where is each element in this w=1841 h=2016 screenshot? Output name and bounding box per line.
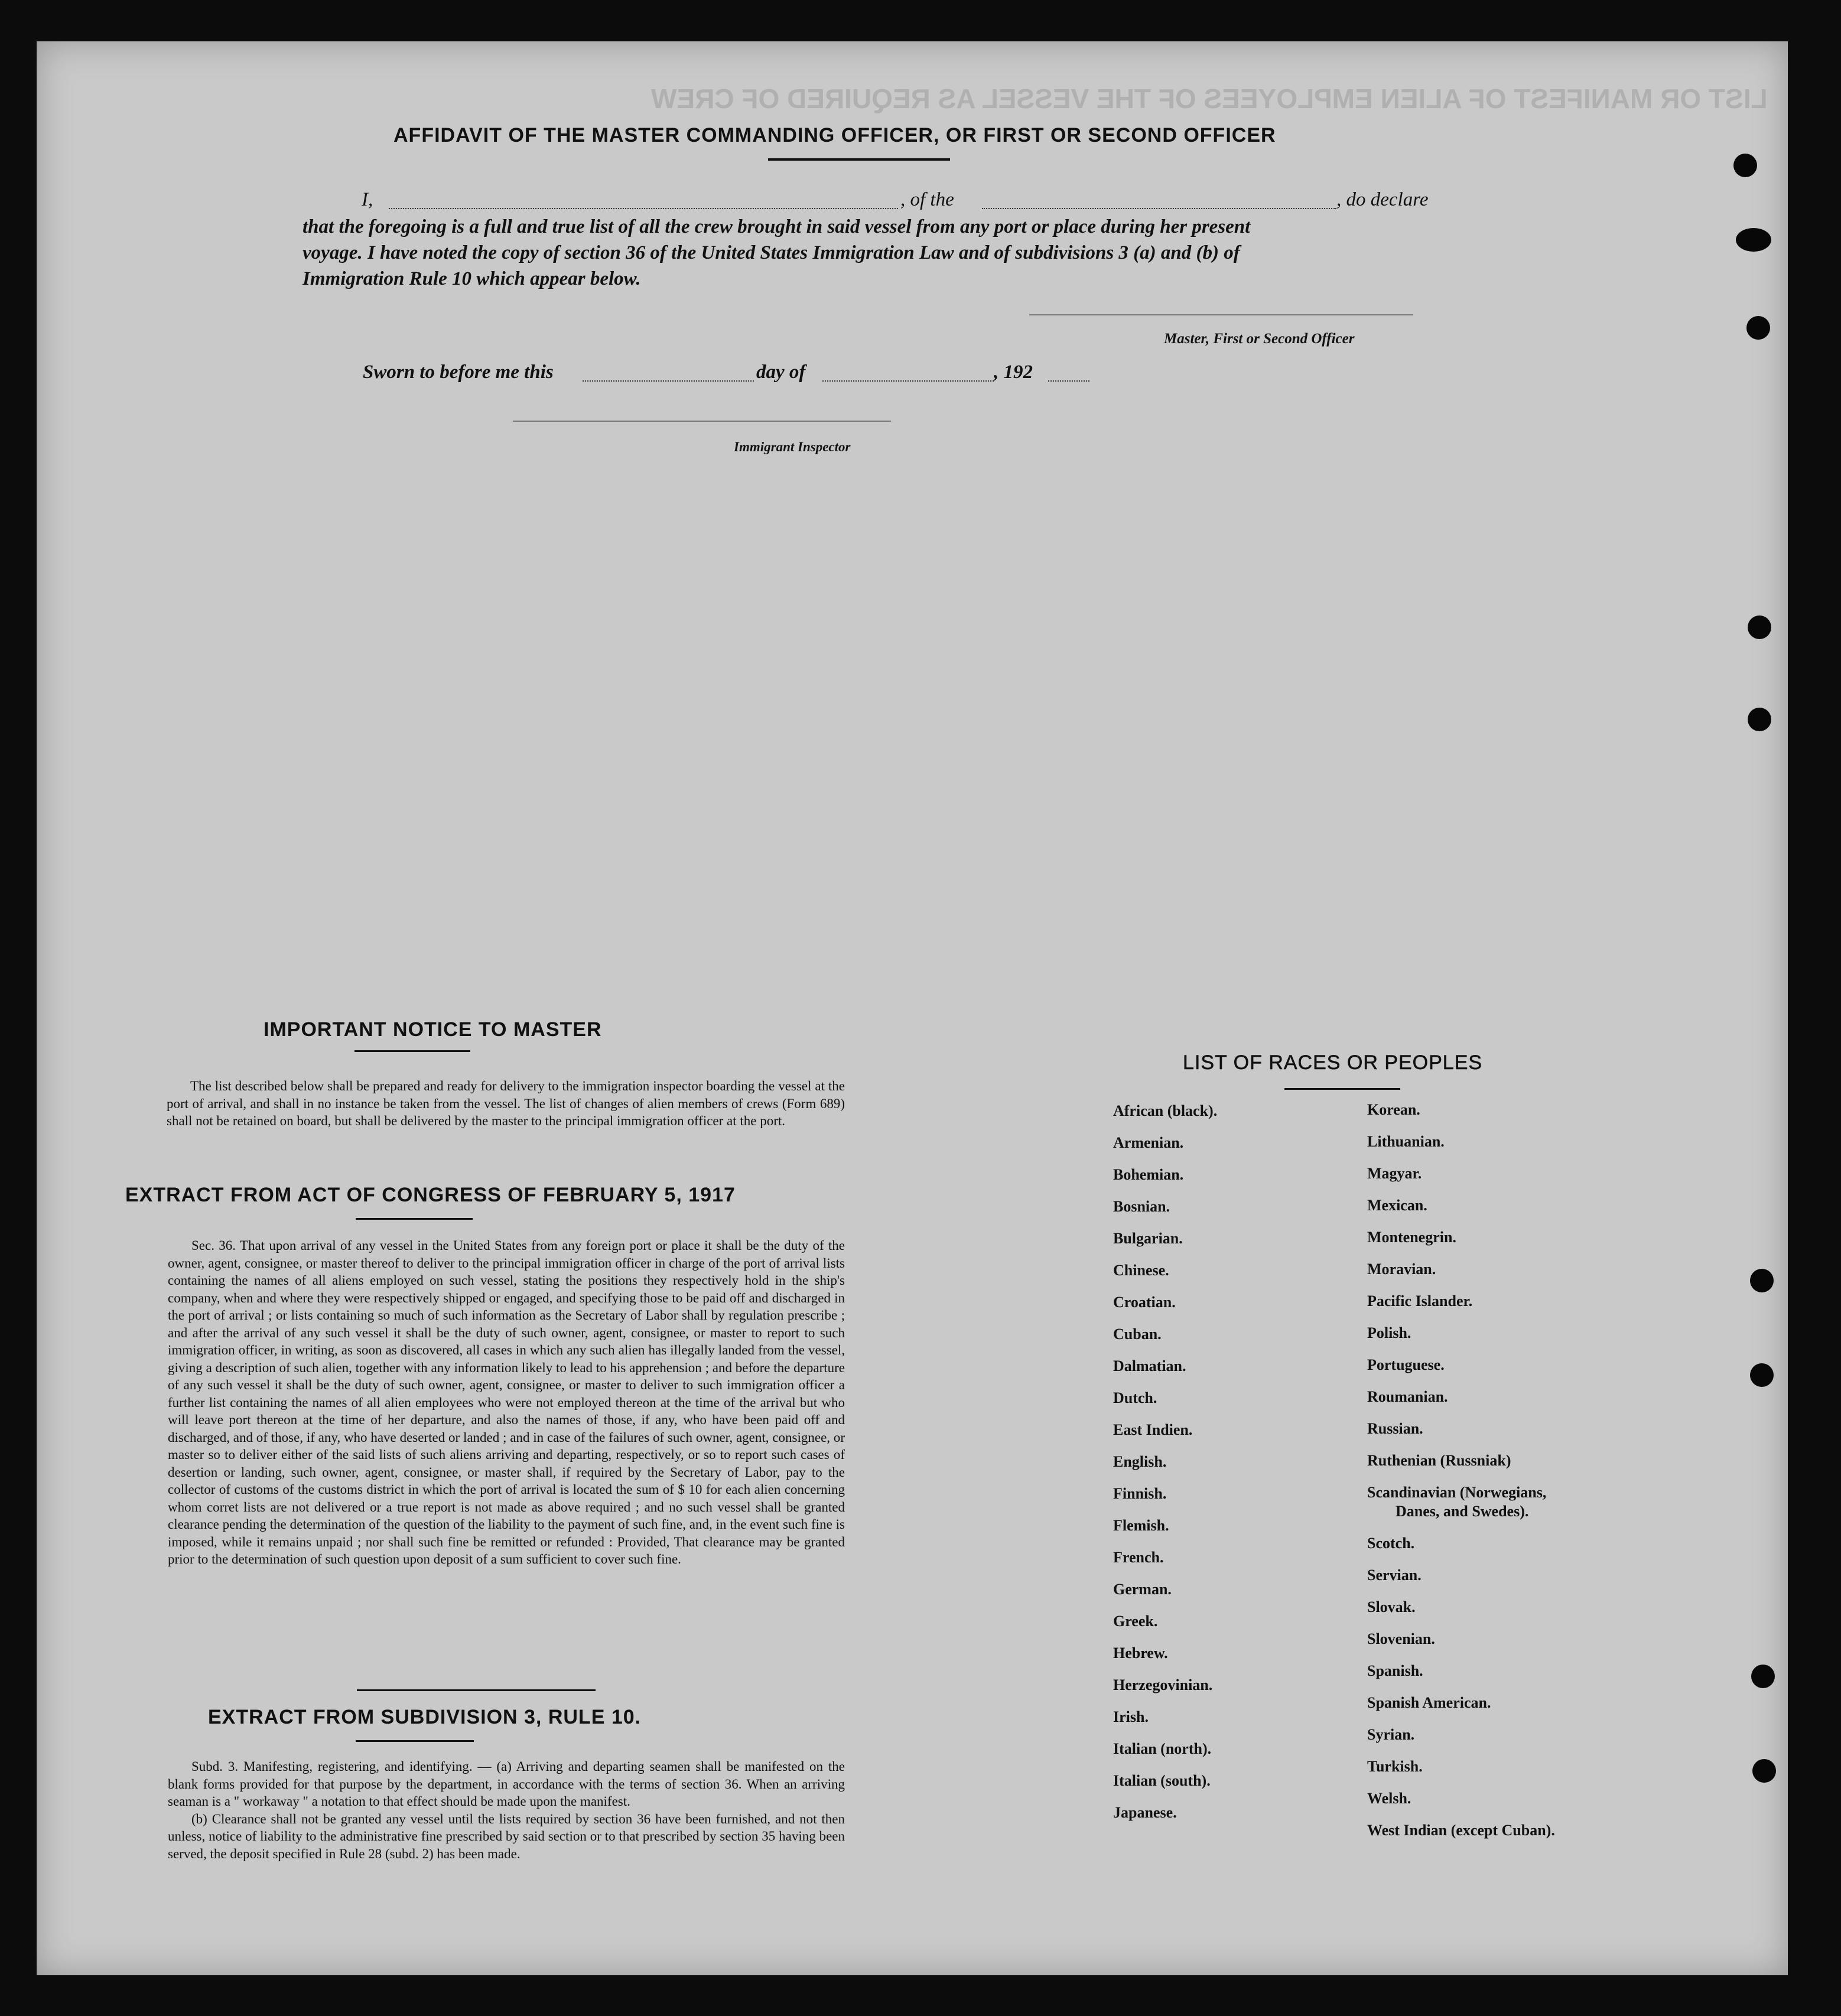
punch-hole-icon [1751, 1665, 1775, 1688]
race-item: Hebrew. [1113, 1644, 1168, 1662]
race-item: Slovak. [1367, 1598, 1416, 1616]
punch-hole-icon [1748, 708, 1771, 731]
races-title: LIST OF RACES OR PEOPLES [1183, 1051, 1483, 1074]
race-item: Cuban. [1113, 1325, 1162, 1343]
bleed-through-header: LIST OR MANIFEST OF ALIEN EMPLOYEES OF THE VESSEL AS REQUIRED OF CREW [651, 83, 1768, 114]
race-item: Flemish. [1113, 1517, 1169, 1534]
race-item: English. [1113, 1453, 1167, 1470]
race-item: Danes, and Swedes). [1396, 1503, 1529, 1520]
affidavit-title: AFFIDAVIT OF THE MASTER COMMANDING OFFICER, OR FIRST OR SECOND OFFICER [393, 124, 1276, 146]
rule-text-a: Subd. 3. Manifesting, registering, and identifying. — (a) Arriving and departing seamen shall be manifested on the blank forms provided for that purpose by the department, in accordance with the terms of section 36. When an arriving seaman is a " workaway " a notation to that effect should be made upon the manifest. [168, 1759, 845, 1809]
document-page [37, 41, 1788, 1975]
year-label: , 192 [994, 361, 1033, 383]
race-item: Finnish. [1113, 1485, 1167, 1502]
race-item: Spanish American. [1367, 1694, 1491, 1711]
race-item: Roumanian. [1367, 1388, 1448, 1405]
punch-hole-icon [1733, 154, 1757, 177]
race-item: Italian (south). [1113, 1772, 1211, 1789]
sworn-day-field[interactable] [583, 380, 754, 382]
vessel-name-field[interactable] [982, 208, 1336, 209]
sworn-label: Sworn to before me this [363, 361, 554, 383]
affidavit-declare-label: , do declare [1336, 189, 1429, 210]
notice-paragraph [167, 1077, 845, 1130]
act-underline [356, 1218, 473, 1220]
affidavit-of-the-label: , of the [900, 189, 954, 210]
act-title: EXTRACT FROM ACT OF CONGRESS OF FEBRUARY 5, 1917 [125, 1184, 736, 1206]
rule-text-b: (b) Clearance shall not be granted any vessel until the lists required by section 36 have been furnished, and not then unless, notice of liability to the administrative fine prescribed by said section or to that prescribed by section 35 having been served, the deposit specified in Rule 28 (subd. 2) has been made. [168, 1811, 845, 1861]
sworn-year-field[interactable] [1048, 380, 1089, 382]
affidavit-line-3: voyage. I have noted the copy of section 36 of the United States Immigration Law and of subdivisions 3 (a) and (b) of [303, 242, 1240, 263]
race-item: Spanish. [1367, 1662, 1423, 1679]
race-item: Armenian. [1113, 1134, 1184, 1151]
race-item: Dalmatian. [1113, 1357, 1186, 1375]
race-item: Bulgarian. [1113, 1230, 1183, 1247]
rule-underline [356, 1740, 474, 1742]
race-item: Turkish. [1367, 1758, 1423, 1775]
race-item: Pacific Islander. [1367, 1292, 1473, 1310]
race-item: Bosnian. [1113, 1198, 1170, 1215]
punch-hole-icon [1750, 1269, 1774, 1292]
bleed-through-mark [72, 189, 77, 212]
race-item: Magyar. [1367, 1165, 1422, 1182]
rule-paragraph [168, 1758, 845, 1862]
race-item: Chinese. [1113, 1262, 1169, 1279]
punch-hole-icon [1752, 1759, 1776, 1783]
race-item: Moravian. [1367, 1261, 1436, 1278]
race-item: Italian (north). [1113, 1740, 1212, 1757]
race-item: German. [1113, 1581, 1172, 1598]
race-item: Slovenian. [1367, 1630, 1435, 1647]
rule-title: EXTRACT FROM SUBDIVISION 3, RULE 10. [208, 1706, 642, 1728]
act-paragraph [168, 1237, 845, 1568]
affidavit-i-label: I, [362, 189, 373, 210]
race-item: Scandinavian (Norwegians, [1367, 1484, 1547, 1501]
race-item: Servian. [1367, 1566, 1422, 1584]
inspector-caption: Immigrant Inspector [734, 439, 851, 454]
race-item: Montenegrin. [1367, 1229, 1456, 1246]
notice-title: IMPORTANT NOTICE TO MASTER [264, 1018, 602, 1041]
master-signature-field[interactable] [1029, 314, 1413, 315]
officer-name-field[interactable] [389, 208, 898, 209]
race-item: West Indian (except Cuban). [1367, 1822, 1555, 1839]
race-item: Korean. [1367, 1101, 1420, 1118]
notice-text: The list described below shall be prepared and ready for delivery to the immigration inspector boarding the vessel at the port of arrival, and shall in no instance be taken from the vessel. The list of changes of alien members of crews (Form 689) shall not be retained on board, but shall be delivered by the master to the principal immigration officer at the port. [167, 1079, 845, 1128]
race-item: Polish. [1367, 1324, 1411, 1341]
punch-hole-icon [1736, 228, 1771, 252]
master-signature-caption: Master, First or Second Officer [1164, 331, 1355, 347]
race-item: Russian. [1367, 1420, 1423, 1437]
day-of-label: day of [756, 361, 806, 383]
punch-hole-icon [1748, 615, 1771, 639]
race-item: Mexican. [1367, 1197, 1427, 1214]
race-item: Herzegovinian. [1113, 1676, 1213, 1693]
race-item: Greek. [1113, 1613, 1158, 1630]
affidavit-line-2: that the foregoing is a full and true list of all the crew brought in said vessel from any port or place during her present [303, 216, 1251, 237]
act-text: Sec. 36. That upon arrival of any vessel in the United States from any foreign port or place it shall be the duty of the owner, agent, consignee, or master thereof to deliver to the principal immigration officer in charge of the port of arrival lists containing the names of all aliens employed on such vessel, stating the positions they respectively hold in the ship's company, when and where they were respectively shipped or engaged, and specifying those to be paid off and discharged in the port of arrival ; or lists containing so much of such information as the Secretary of Labor shall by regulation prescribe ; and after the arrival of any such vessel it shall be the duty of such owner, agent, consignee, or master to report to such immigration officer, in writing, as soon as discovered, all cases in which any such alien has illegally landed from the vessel, giving a description of such alien, together with any information likely to lead to his apprehension ; and before the departure of any such vessel it shall be the duty of such owner, agent, consignee, or master to deliver to such immigration officer a further list containing the names of all alien employees who were not employed thereon at the time of the arrival but who will leave port thereon at the time of her departure, and also the names of those, if any, who have been paid off and discharged, and of those, if any, who have deserted or landed ; and in case of the failures of such owner, agent, consignee, or master so to deliver either of the said lists of such aliens arriving and departing, respectively, or so to report such cases of desertion or landing, such owner, agent, consignee, or master shall, if required by the Secretary of Labor, pay to the collector of customs of the customs district in which the port of arrival is located the sum of $ 10 for each alien concerning whom corret lists are not delivered or a true report is not made as above required ; and no such vessel shall be granted clearance pending the determination of the question of the liability to the payment of such fine, and, in the event such fine is imposed, while it remains unpaid ; nor shall such fine be remitted or refunded : Provided, That clearance may be granted prior to the determination of such question upon deposit of a sum sufficient to cover such fine. [168, 1238, 845, 1566]
race-item: French. [1113, 1549, 1164, 1566]
race-item: Scotch. [1367, 1535, 1415, 1552]
race-item: Dutch. [1113, 1389, 1157, 1406]
race-item: Portuguese. [1367, 1356, 1445, 1373]
races-underline [1284, 1088, 1400, 1090]
sworn-month-field[interactable] [822, 380, 994, 382]
rule-top-divider [357, 1689, 596, 1691]
inspector-signature-field[interactable] [513, 421, 891, 422]
affidavit-line-4: Immigration Rule 10 which appear below. [303, 268, 641, 289]
race-item: Lithuanian. [1367, 1133, 1445, 1150]
notice-underline [354, 1050, 470, 1052]
race-item: Ruthenian (Russniak) [1367, 1452, 1511, 1469]
title-underline [768, 158, 950, 161]
race-item: Welsh. [1367, 1790, 1411, 1807]
race-item: East Indien. [1113, 1421, 1193, 1438]
race-item: Irish. [1113, 1708, 1149, 1725]
punch-hole-icon [1750, 1363, 1774, 1387]
race-item: Japanese. [1113, 1804, 1177, 1821]
race-item: Croatian. [1113, 1294, 1176, 1311]
race-item: Syrian. [1367, 1726, 1415, 1743]
race-item: African (black). [1113, 1102, 1218, 1119]
race-item: Bohemian. [1113, 1166, 1184, 1183]
punch-hole-icon [1746, 316, 1770, 340]
